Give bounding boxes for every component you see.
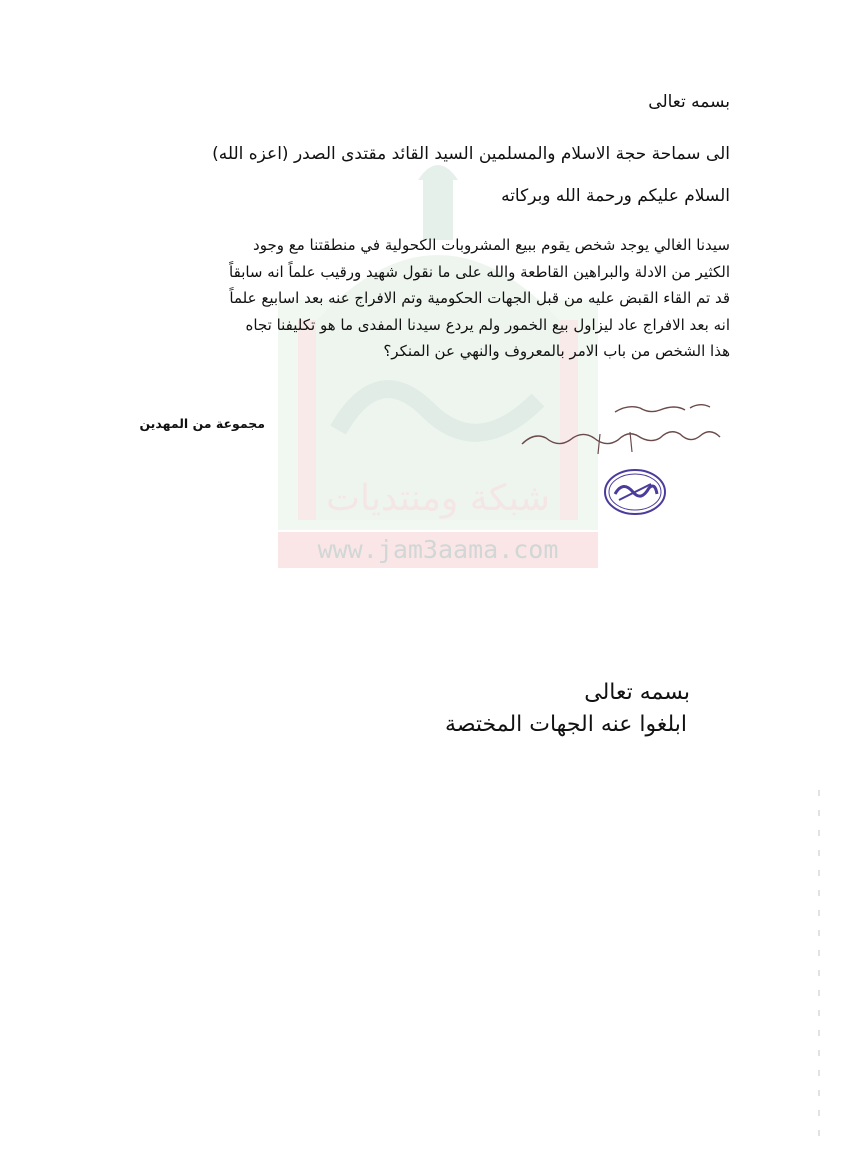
letter-greeting: بسمه تعالى [648, 92, 730, 112]
letter-body-line: هذا الشخص من باب الامر بالمعروف والنهي عن المنكر؟ [383, 342, 730, 360]
response-greeting: بسمه تعالى [584, 680, 690, 705]
letter-addressee: الى سماحة حجة الاسلام والمسلمين السيد القائد مقتدى الصدر (اعزه الله) [212, 144, 730, 164]
letter-body-line: قد تم القاء القبض عليه من قبل الجهات الحكومية وتم الافراج عنه بعد اسابيع علماً [229, 289, 730, 307]
watermark [278, 160, 598, 580]
letter-body-line: انه بعد الافراج عاد ليزاول بيع الخمور ولم يردع سيدنا المفدى ما هو تكليفنا تجاه [245, 315, 730, 334]
watermark-network-text: شبكة ومنتديات [326, 478, 550, 519]
letter-signature-group: مجموعة من المهدين [139, 416, 265, 431]
watermark-site: www.jam3aama.com [278, 532, 598, 568]
letter-salutation: السلام عليكم ورحمة الله وبركاته [501, 186, 730, 206]
official-stamp-icon [603, 468, 667, 516]
letter-body-line: الكثير من الادلة والبراهين القاطعة والله على ما نقول شهيد ورقيب علماً انه سابقاً [229, 262, 730, 281]
letter-body-line: سيدنا الغالي يوجد شخص يقوم ببيع المشروبات الكحولية في منطقتنا مع وجود [253, 236, 730, 254]
handwritten-reply-signature [510, 392, 725, 467]
scan-artifact [818, 790, 820, 1150]
letter-body [110, 232, 730, 365]
response-instruction: ابلغوا عنه الجهات المختصة [445, 712, 687, 737]
